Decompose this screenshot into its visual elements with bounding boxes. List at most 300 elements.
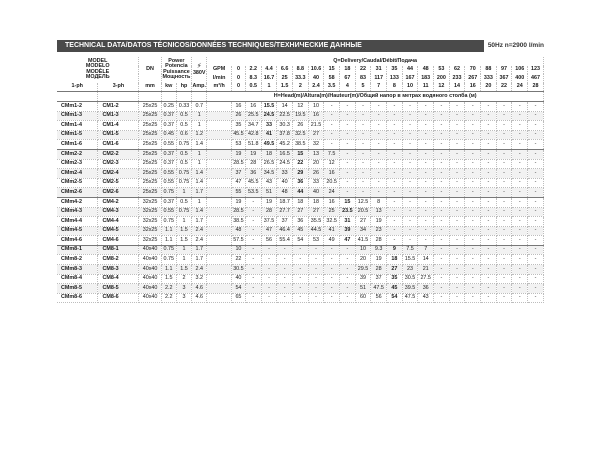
head-value: -	[449, 245, 465, 255]
head-value: -	[481, 217, 497, 227]
head-value: 33	[261, 121, 277, 131]
head-value: -	[402, 159, 418, 169]
head-value: -	[340, 265, 356, 275]
head-value: -	[324, 293, 340, 303]
model-1ph: CMm4-5	[57, 226, 98, 236]
model-3ph: CM2-3	[98, 159, 139, 169]
head-value: 41.5	[355, 236, 371, 246]
head-value: -	[340, 284, 356, 294]
head-value: 28.5	[231, 207, 245, 217]
head-value: -	[465, 255, 481, 265]
head-value: -	[387, 159, 403, 169]
head-value: -	[449, 226, 465, 236]
model-3ph: CM2-2	[98, 149, 139, 159]
head-value: 37	[371, 274, 387, 284]
blank-cell	[207, 188, 232, 198]
head-value: 12	[292, 101, 308, 111]
head-value: -	[277, 255, 293, 265]
head-value: -	[245, 217, 261, 227]
head-value: 43	[261, 178, 277, 188]
model-1ph: CMm8-3	[57, 265, 98, 275]
head-value: 19	[231, 197, 245, 207]
head-value: -	[324, 111, 340, 121]
head-value: 39	[355, 274, 371, 284]
lmin-value: 133	[387, 74, 403, 83]
head-value: -	[387, 207, 403, 217]
lmin-zero: 0	[231, 74, 245, 83]
head-value: 16	[324, 169, 340, 179]
table-row	[57, 197, 544, 207]
blank-cell	[207, 101, 232, 111]
head-value: -	[512, 121, 528, 131]
hp-value: 0.5	[176, 121, 191, 131]
head-value: -	[496, 217, 512, 227]
m3h-value: 20	[481, 83, 497, 92]
head-value: -	[512, 197, 528, 207]
head-value: -	[512, 111, 528, 121]
head-value: 16.5	[277, 149, 293, 159]
head-value: 28	[245, 159, 261, 169]
head-value: 19	[371, 217, 387, 227]
head-value: -	[245, 255, 261, 265]
head-value: 14	[418, 255, 434, 265]
head-value: 27.5	[418, 274, 434, 284]
head-value: -	[434, 207, 450, 217]
model-3ph: CM4-3	[98, 207, 139, 217]
head-value: 43	[418, 293, 434, 303]
kw-value: 2.2	[161, 284, 176, 294]
head-value: -	[465, 245, 481, 255]
head-value: 45	[292, 226, 308, 236]
head-value: -	[402, 197, 418, 207]
head-value: -	[465, 149, 481, 159]
head-value: 23	[371, 226, 387, 236]
head-value: -	[418, 149, 434, 159]
lmin-value: 8.3	[245, 74, 261, 83]
kw-value: 0.55	[161, 178, 176, 188]
head-value: -	[261, 265, 277, 275]
head-value: -	[402, 101, 418, 111]
head-value: -	[324, 101, 340, 111]
gpm-value: 48	[418, 66, 434, 75]
head-value: -	[465, 159, 481, 169]
head-value: -	[434, 236, 450, 246]
head-value: -	[418, 188, 434, 198]
m3h-value: 28	[528, 83, 544, 92]
amp-value: 0.7	[192, 101, 207, 111]
head-value: 15.5	[261, 101, 277, 111]
dn-value: 25x25	[139, 188, 161, 198]
head-value: -	[449, 130, 465, 140]
model-3ph: CM1-5	[98, 130, 139, 140]
blank-cell	[176, 92, 191, 102]
head-value: -	[340, 178, 356, 188]
model-header: MODEL MODELO MODÈLE МОДЕЛЬ	[57, 57, 139, 83]
head-value: -	[434, 188, 450, 198]
head-value: 15.5	[402, 255, 418, 265]
head-value: 40	[277, 178, 293, 188]
head-value: 53	[231, 140, 245, 150]
head-value: -	[371, 159, 387, 169]
head-value: 12	[324, 159, 340, 169]
gpm-value: 44	[402, 66, 418, 75]
head-value: 23.5	[340, 207, 356, 217]
lmin-value: 367	[496, 74, 512, 83]
dn-value: 25x25	[139, 121, 161, 131]
head-value: -	[449, 207, 465, 217]
head-value: -	[465, 226, 481, 236]
head-value: -	[528, 140, 544, 150]
head-value: -	[245, 284, 261, 294]
lmin-value: 67	[340, 74, 356, 83]
hp-value: 0.5	[176, 197, 191, 207]
head-value: 19	[231, 149, 245, 159]
head-value: 60	[355, 293, 371, 303]
head-value: -	[528, 159, 544, 169]
dn-value: 40x40	[139, 245, 161, 255]
head-value: -	[402, 169, 418, 179]
head-value: -	[434, 226, 450, 236]
lightning-icon: ⚡	[196, 63, 202, 71]
head-value: -	[449, 293, 465, 303]
hp-value: 0.33	[176, 101, 191, 111]
head-value: -	[465, 121, 481, 131]
table-row	[57, 217, 544, 227]
model-1ph: CMm4-4	[57, 217, 98, 227]
head-value: -	[512, 101, 528, 111]
head-value: -	[292, 255, 308, 265]
head-value: -	[481, 111, 497, 121]
gpm-value: 6.6	[277, 66, 293, 75]
head-value: -	[528, 169, 544, 179]
head-value: -	[465, 101, 481, 111]
lmin-label: l/min	[207, 74, 232, 83]
gpm-value: 35	[387, 66, 403, 75]
head-value: -	[324, 255, 340, 265]
blank-cell	[207, 197, 232, 207]
head-value: -	[449, 284, 465, 294]
head-value: -	[449, 111, 465, 121]
table-row	[57, 265, 544, 275]
hp-value: 1	[176, 217, 191, 227]
model-3ph: CM2-4	[98, 169, 139, 179]
gpm-value: 2.2	[245, 66, 261, 75]
head-value: 49.5	[261, 140, 277, 150]
head-value: -	[481, 245, 497, 255]
head-value: 24.5	[277, 159, 293, 169]
head-value: -	[496, 149, 512, 159]
head-value: -	[496, 178, 512, 188]
head-value: -	[465, 140, 481, 150]
head-value: -	[465, 293, 481, 303]
m3h-value: 2	[292, 83, 308, 92]
head-value: 31	[340, 217, 356, 227]
dn-value: 25x25	[139, 159, 161, 169]
head-value: 18	[308, 197, 324, 207]
head-value: -	[528, 149, 544, 159]
hp-value: 2	[176, 274, 191, 284]
head-value: 37.5	[261, 217, 277, 227]
head-value: -	[277, 274, 293, 284]
head-value: -	[465, 197, 481, 207]
amp-value: 1.7	[192, 255, 207, 265]
head-value: -	[528, 284, 544, 294]
head-value: -	[449, 140, 465, 150]
hp-value: 3	[176, 293, 191, 303]
head-value: -	[434, 130, 450, 140]
head-value: 51	[355, 284, 371, 294]
m3h-value: 8	[387, 83, 403, 92]
head-value: -	[481, 101, 497, 111]
head-title-row	[57, 92, 544, 102]
model-3ph: CM1-2	[98, 101, 139, 111]
head-value: -	[245, 236, 261, 246]
head-value: -	[402, 111, 418, 121]
unit-label: Amp.	[192, 83, 207, 92]
amp-value: 1	[192, 149, 207, 159]
dn-value: 25x25	[139, 169, 161, 179]
model-1ph: CMm8-1	[57, 245, 98, 255]
m3h-label: m³/h	[207, 83, 232, 92]
head-value: 20	[355, 255, 371, 265]
dn-header: DN	[139, 57, 161, 83]
head-value: -	[434, 265, 450, 275]
head-value: 34	[355, 226, 371, 236]
table-row	[57, 245, 544, 255]
head-value: -	[418, 178, 434, 188]
head-value: 18	[261, 149, 277, 159]
table-row	[57, 274, 544, 284]
kw-value: 0.55	[161, 207, 176, 217]
blank-cell	[207, 293, 232, 303]
m3h-value: 3.5	[324, 83, 340, 92]
model-3ph: CM8-3	[98, 265, 139, 275]
head-value: -	[418, 207, 434, 217]
head-value: -	[387, 149, 403, 159]
head-value: -	[465, 217, 481, 227]
head-value: -	[355, 149, 371, 159]
head-value: -	[387, 236, 403, 246]
head-value: 28	[261, 207, 277, 217]
head-value: -	[340, 274, 356, 284]
hp-value: 0.75	[176, 207, 191, 217]
head-value: 39.5	[402, 284, 418, 294]
head-value: 65	[231, 293, 245, 303]
table-row	[57, 255, 544, 265]
m3h-value: 11	[418, 83, 434, 92]
head-value: -	[481, 149, 497, 159]
head-value: 37	[231, 169, 245, 179]
model-1ph: CMm1-4	[57, 121, 98, 131]
head-value: -	[340, 293, 356, 303]
lmin-value: 183	[418, 74, 434, 83]
head-value: -	[512, 149, 528, 159]
head-value: 33	[277, 169, 293, 179]
kw-value: 0.45	[161, 130, 176, 140]
lmin-value: 83	[355, 74, 371, 83]
head-value: -	[402, 217, 418, 227]
head-value: 10	[308, 101, 324, 111]
head-value: 34.7	[245, 121, 261, 131]
model-1ph: CMm4-6	[57, 236, 98, 246]
head-value: 27	[308, 130, 324, 140]
power-header: Power Potencia Puissance Мощность	[161, 57, 191, 83]
model-1ph: CMm1-6	[57, 140, 98, 150]
kw-value: 0.75	[161, 217, 176, 227]
dn-value: 40x40	[139, 255, 161, 265]
blank-cell	[207, 217, 232, 227]
head-value: 44	[292, 188, 308, 198]
model-1ph: CMm4-2	[57, 197, 98, 207]
head-value: -	[324, 130, 340, 140]
head-value: 42.8	[245, 130, 261, 140]
head-value: 27	[355, 217, 371, 227]
head-value: 16	[245, 101, 261, 111]
table-row	[57, 188, 544, 198]
head-value: -	[402, 130, 418, 140]
head-value: -	[340, 255, 356, 265]
amp-value: 1	[192, 197, 207, 207]
m3h-value: 1	[261, 83, 277, 92]
m3h-value: 12	[434, 83, 450, 92]
head-value: 45.5	[231, 130, 245, 140]
head-value: 20	[308, 159, 324, 169]
model-3ph: CM4-5	[98, 226, 139, 236]
model-1ph: CMm2-3	[57, 159, 98, 169]
head-value: -	[512, 293, 528, 303]
lmin-value: 167	[402, 74, 418, 83]
head-value: -	[465, 169, 481, 179]
head-value: 46.4	[277, 226, 293, 236]
amp-value: 4.6	[192, 284, 207, 294]
m3h-value: 2.4	[308, 83, 324, 92]
model-3ph: CM1-3	[98, 111, 139, 121]
m3h-zero: 0	[231, 83, 245, 92]
amp-value: 1	[192, 121, 207, 131]
amp-value: 2.4	[192, 265, 207, 275]
head-value: -	[292, 274, 308, 284]
unit-label: 3-ph	[98, 83, 139, 92]
head-value: -	[512, 178, 528, 188]
kw-value: 1.1	[161, 265, 176, 275]
head-value: -	[340, 111, 356, 121]
m3h-value: 22	[496, 83, 512, 92]
head-value: 19.5	[292, 111, 308, 121]
lmin-value: 117	[371, 74, 387, 83]
amp-value: 3.2	[192, 274, 207, 284]
lmin-value: 233	[449, 74, 465, 83]
head-value: -	[261, 274, 277, 284]
lmin-value: 333	[481, 74, 497, 83]
head-value: -	[402, 188, 418, 198]
head-value: -	[465, 130, 481, 140]
model-1ph: CMm2-6	[57, 188, 98, 198]
head-value: -	[371, 121, 387, 131]
hp-value: 0.75	[176, 178, 191, 188]
gpm-value: 70	[465, 66, 481, 75]
head-value: -	[496, 265, 512, 275]
head-value: -	[245, 293, 261, 303]
head-value: -	[528, 236, 544, 246]
amp-value: 1	[192, 111, 207, 121]
head-value: 47	[340, 236, 356, 246]
head-value: -	[355, 130, 371, 140]
head-value: -	[434, 159, 450, 169]
head-value: 37	[277, 217, 293, 227]
head-value: -	[496, 226, 512, 236]
kw-value: 1.1	[161, 226, 176, 236]
head-value: -	[292, 293, 308, 303]
head-value: -	[496, 274, 512, 284]
gpm-value: 22	[355, 66, 371, 75]
head-value: 56	[261, 236, 277, 246]
table-row	[57, 293, 544, 303]
table-row	[57, 111, 544, 121]
head-value: -	[340, 188, 356, 198]
head-value: 8	[371, 197, 387, 207]
model-3ph: CM2-6	[98, 188, 139, 198]
head-value: -	[308, 265, 324, 275]
amp-value: 1.7	[192, 245, 207, 255]
model-1ph: CMm2-5	[57, 178, 98, 188]
head-value: -	[496, 245, 512, 255]
head-value: -	[277, 293, 293, 303]
head-value: 30.3	[277, 121, 293, 131]
head-value: -	[496, 293, 512, 303]
head-value: 41	[261, 130, 277, 140]
head-value: 45	[387, 284, 403, 294]
head-value: -	[434, 111, 450, 121]
head-value: -	[340, 169, 356, 179]
dn-value: 32x25	[139, 207, 161, 217]
head-value: 57.5	[231, 236, 245, 246]
blank-cell	[207, 226, 232, 236]
head-value: -	[324, 284, 340, 294]
head-value: -	[261, 293, 277, 303]
head-value: 26.5	[261, 159, 277, 169]
head-value: 7.5	[402, 245, 418, 255]
head-value: -	[308, 274, 324, 284]
head-value: 21.5	[308, 121, 324, 131]
amp-value: 1.7	[192, 188, 207, 198]
amp-value: 2.4	[192, 236, 207, 246]
head-value: -	[481, 159, 497, 169]
model-3ph: CM8-2	[98, 255, 139, 265]
unit-label: kw	[161, 83, 176, 92]
dn-value: 25x25	[139, 140, 161, 150]
head-value: 54	[292, 236, 308, 246]
head-value: -	[340, 121, 356, 131]
dn-value: 25x25	[139, 130, 161, 140]
head-value: -	[481, 121, 497, 131]
head-value: -	[387, 140, 403, 150]
head-value: -	[277, 245, 293, 255]
head-value: -	[245, 226, 261, 236]
head-value: -	[434, 217, 450, 227]
head-value: -	[355, 188, 371, 198]
model-3ph: CM4-4	[98, 217, 139, 227]
head-value: -	[512, 217, 528, 227]
model-3ph: CM8-5	[98, 284, 139, 294]
dn-value: 25x25	[139, 178, 161, 188]
head-value: -	[528, 197, 544, 207]
blank-cell	[192, 92, 207, 102]
head-value: -	[292, 245, 308, 255]
head-value: -	[292, 265, 308, 275]
head-value: -	[528, 226, 544, 236]
gpm-value: 53	[434, 66, 450, 75]
head-value: -	[512, 188, 528, 198]
